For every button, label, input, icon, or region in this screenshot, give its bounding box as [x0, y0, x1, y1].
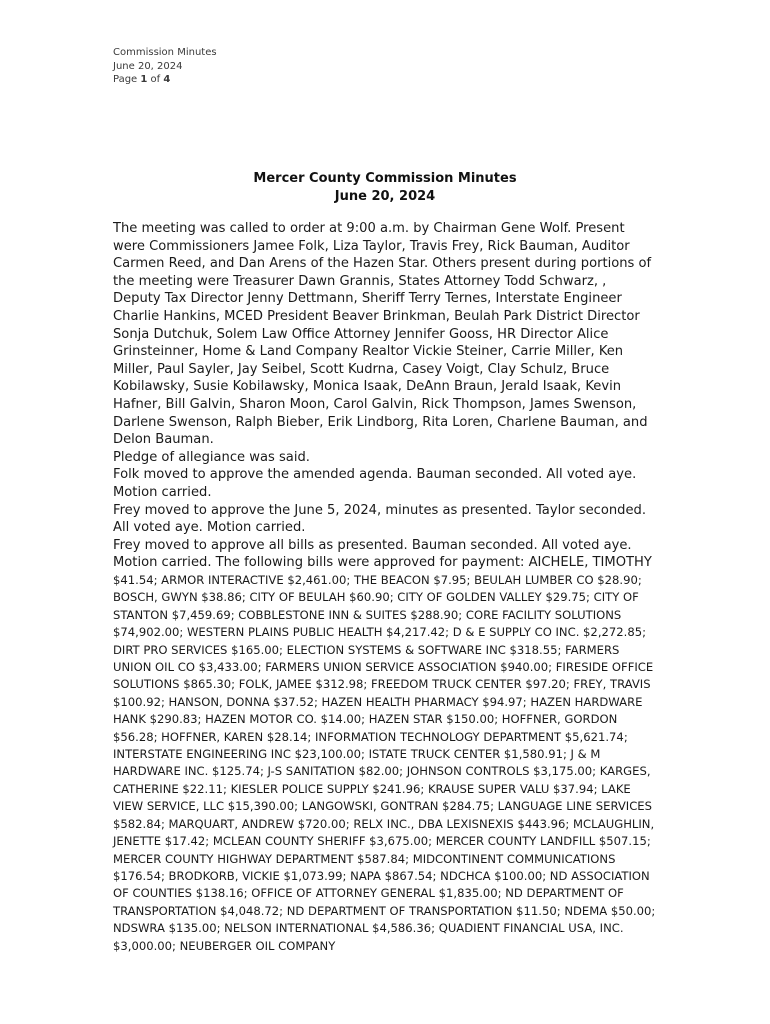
page-of: of: [147, 74, 164, 85]
page-current: 1: [140, 74, 148, 85]
minutes-motion-paragraph: Frey moved to approve the June 5, 2024, minutes as presented. Taylor seconded. All voted aye. Motion carried.: [113, 502, 646, 536]
pledge-paragraph: Pledge of allegiance was said.: [113, 449, 310, 465]
bills-motion-paragraph: Frey moved to approve all bills as presented. Bauman seconded. All voted aye. Motion carried. The following bills were approved for payment: AICHELE, TIMOTHY: [113, 537, 652, 571]
page-prefix: Page: [113, 74, 141, 85]
agenda-motion-paragraph: Folk moved to approve the amended agenda. Bauman seconded. All voted aye. Motion carried.: [113, 467, 637, 500]
title-line-2: June 20, 2024: [334, 189, 436, 204]
header-doc-name: Commission Minutes: [113, 47, 217, 58]
bills-list: [113, 572, 658, 955]
header-date: June 20, 2024: [113, 60, 183, 72]
attendance-paragraph: The meeting was called to order at 9:00 a.m. by Chairman Gene Wolf. Present were Commissioners Jamee Folk, Liza Taylor, Travis Frey, Rick Bauman, Auditor Carmen Reed, and Dan Arens of the Hazen Star. Others present during portions of the meeting were Treasurer Dawn Grannis, States Attorney Todd Schwarz, , Deputy Tax Director Jenny Dettmann, Sheriff Terry Ternes, Interstate Engineer Charlie Hankins, MCED President Beaver Brinkman, Beulah Park District Director Sonja Dutchuk, Solem Law Office Attorney Jennifer Gooss, HR Director Alice Grinsteinner, Home & Land Company Realtor Vickie Steiner, Carrie Miller, Ken Miller, Paul Sayler, Jay Seibel, Scott Kudrna, Casey Voigt, Clay Schulz, Bruce Kobilawsky, Susie Kobilawsky, Monica Isaak, DeAnn Braun, Jerald Isaak, Kevin Hafner, Bill Galvin, Sharon Moon, Carol Galvin, Rick Thompson, James Swenson, Darlene Swenson, Ralph Bieber, Erik Lindborg, Rita Loren, Charlene Bauman, and Delon Bauman.: [113, 221, 652, 448]
title-line-1: Mercer County Commission Minutes: [253, 171, 517, 186]
page-header: [113, 46, 217, 87]
bills-list-text: $41.54; ARMOR INTERACTIVE $2,461.00; THE BEACON $7.95; BEULAH LUMBER CO $28.90; BOSCH, GWYN $38.86; CITY OF BEULAH $60.90; CITY OF GOLDEN VALLEY $29.75; CITY OF STANTON $7,459.69; COBBLESTONE INN & SUITES $288.90; CORE FACILITY SOLUTIONS $74,902.00; WESTERN PLAINS PUBLIC HEALTH $4,217.42; D & E SUPPLY CO INC. $2,272.85; DIRT PRO SERVICES $165.00; ELECTION SYSTEMS & SOFTWARE INC $318.55; FARMERS UNION OIL CO $3,433.00; FARMERS UNION SERVICE ASSOCIATION $940.00; FIRESIDE OFFICE SOLUTIONS $865.30; FOLK, JAMEE $312.98; FREEDOM TRUCK CENTER $97.20; FREY, TRAVIS $100.92; HANSON, DONNA $37.52; HAZEN HEALTH PHARMACY $94.97; HAZEN HARDWARE HANK $290.83; HAZEN MOTOR CO. $14.00; HAZEN STAR $150.00; HOFFNER, GORDON $56.28; HOFFNER, KAREN $28.14; INFORMATION TECHNOLOGY DEPARTMENT $5,621.74; INTERSTATE ENGINEERING INC $23,100.00; ISTATE TRUCK CENTER $1,580.91; J & M HARDWARE INC. $125.74; J-S SANITATION $82.00; JOHNSON CONTROLS $3,175.00; KARGES, CATHERINE $22.11; KIESLER POLICE SUPPLY $241.96; KRAUSE SUPER VALU $37.94; LAKE VIEW SERVICE, LLC $15,390.00; LANGOWSKI, GONTRAN $284.75; LANGUAGE LINE SERVICES $582.84; MARQUART, ANDREW $720.00; RELX INC., DBA LEXISNEXIS $443.96; MCLAUGHLIN, JENETTE $17.42; MCLEAN COUNTY SHERIFF $3,675.00; MERCER COUNTY LANDFILL $507.15; MERCER COUNTY HIGHWAY DEPARTMENT $587.84; MIDCONTINENT COMMUNICATIONS $176.54; BRODKORB, VICKIE $1,073.99; NAPA $867.54; NDCHCA $100.00; ND ASSOCIATION OF COUNTIES $138.16; OFFICE OF ATTORNEY GENERAL $1,835.00; ND DEPARTMENT OF TRANSPORTATION $4,048.72; ND DEPARTMENT OF TRANSPORTATION $11.50; NDEMA $50.00; NDSWRA $135.00; NELSON INTERNATIONAL $4,586.36; QUADIENT FINANCIAL USA, INC. $3,000.00; NEUBERGER OIL COMPANY: [113, 573, 656, 953]
page-total: 4: [163, 74, 171, 85]
header-page-number: [113, 73, 217, 87]
document-title: [0, 170, 770, 206]
minutes-body: [113, 220, 658, 572]
